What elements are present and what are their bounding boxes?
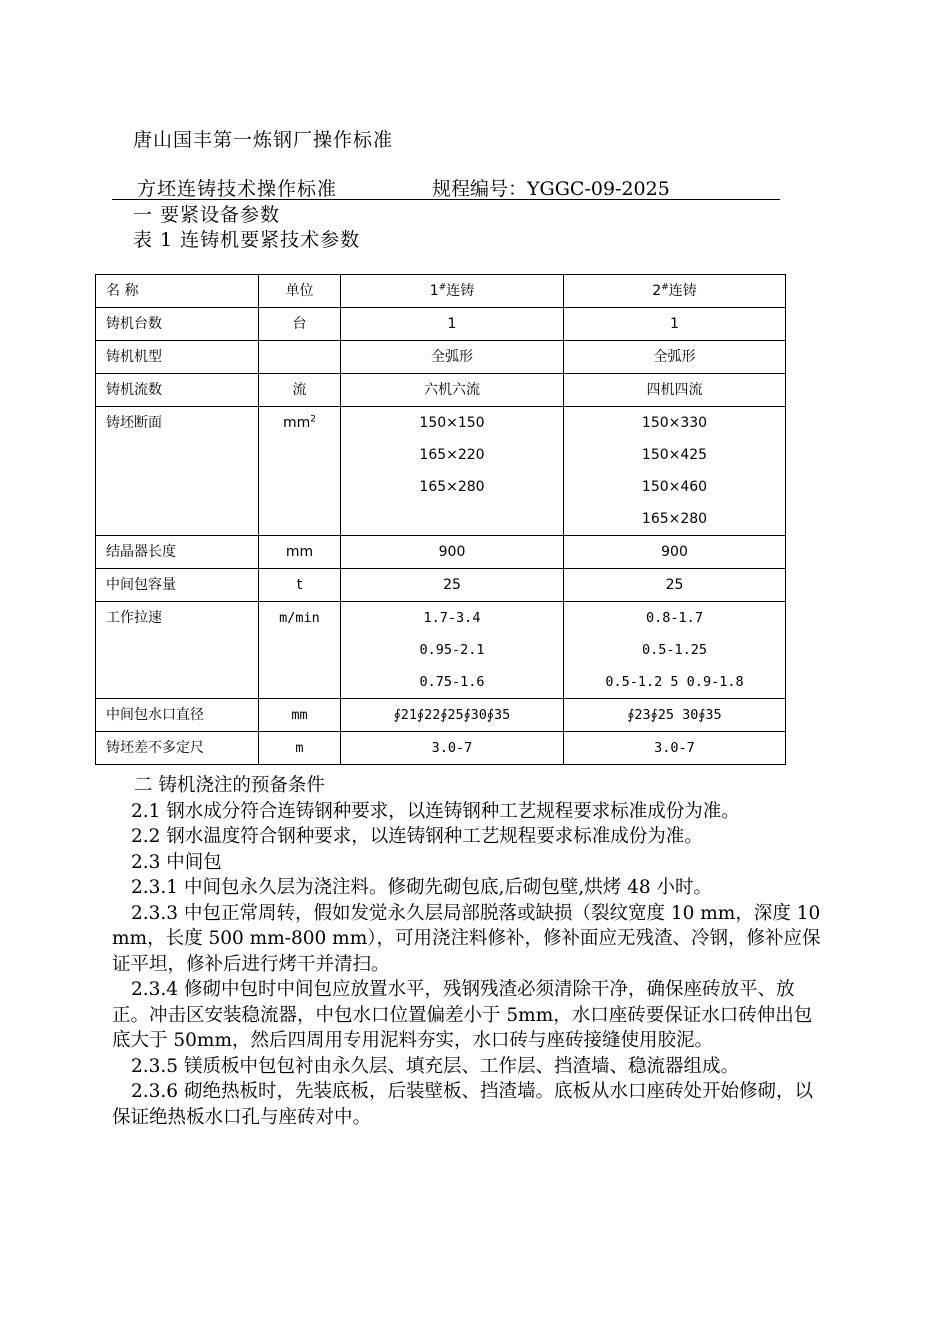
row-value-machine-1: [341, 308, 564, 341]
row-value-machine-2: [564, 308, 786, 341]
row-name: 铸机台数: [96, 308, 259, 341]
cell-value: 0.95-2.1: [419, 642, 485, 658]
row-unit: [259, 602, 341, 699]
unit-text: 流: [292, 382, 307, 398]
row-value-machine-2: [564, 699, 786, 732]
row-name: 铸坯断面: [96, 407, 259, 536]
paragraph: 2.3.4 修砌中包时中间包应放置水平，残钢残渣必须清除干净，确保座砖放平、放正。冲击区安装稳流器，中包水口位置偏差小于 5mm，水口座砖要保证水口砖伸出包底大于 50mm，然后四周用专用泥料夯实，水口砖与座砖接缝使用胶泥。: [112, 979, 813, 1051]
standard-title: 方坯连铸技术操作标准: [137, 178, 338, 200]
header-unit: 单位: [259, 275, 341, 308]
machine-2-number: 2: [652, 283, 662, 299]
cell-value: 900: [438, 544, 466, 560]
row-unit: [259, 536, 341, 569]
section-2-heading: 二 铸机浇注的预备条件: [134, 775, 325, 796]
paragraph: 2.1 钢水成分符合连铸钢种要求，以连铸钢种工艺规程要求标准成份为准。: [131, 800, 740, 822]
cell-value: ∮21∮22∮25∮30∮35: [393, 707, 511, 723]
unit-text: 台: [292, 316, 307, 332]
cell-value: 900: [661, 544, 688, 560]
table-row: [96, 569, 786, 602]
row-value-machine-2: [564, 569, 786, 602]
company-title: 唐山国丰第一炼钢厂操作标准: [133, 129, 394, 151]
cell-value: 0.5-1.2 5 0.9-1.8: [605, 674, 744, 690]
cell-value: 165×280: [419, 479, 485, 495]
unit-text: t: [296, 577, 303, 593]
table-row: [96, 536, 786, 569]
cell-value: 六机六流: [424, 382, 480, 398]
row-value-machine-2: [564, 732, 786, 765]
row-value-machine-2: [564, 602, 786, 699]
paragraph: 2.2 钢水温度符合钢种要求，以连铸钢种工艺规程要求标准成份为准。: [131, 826, 703, 847]
cell-value: ∮23∮25 30∮35: [627, 707, 722, 723]
row-unit: [259, 732, 341, 765]
table-row: [96, 374, 786, 407]
row-unit: [259, 407, 341, 536]
unit-text: mm: [291, 707, 308, 723]
table-row: [96, 341, 786, 374]
row-value-machine-1: [341, 341, 564, 374]
row-value-machine-1: [341, 569, 564, 602]
spec-table: [95, 274, 786, 765]
row-name: 中间包容量: [96, 569, 259, 602]
row-value-machine-2: [564, 407, 786, 536]
section-heading: 一 要紧设备参数: [133, 204, 281, 226]
header-name: 名 称: [96, 275, 259, 308]
row-unit: [259, 308, 341, 341]
regulation-code: 规程编号：YGGC-09-2025: [432, 178, 670, 200]
row-unit: [259, 341, 341, 374]
cell-value: 25: [443, 577, 461, 593]
machine-1-sup: #: [438, 282, 447, 293]
cell-value: 全弧形: [431, 349, 473, 365]
row-name: 工作拉速: [96, 602, 259, 699]
table-header-row: [96, 275, 786, 308]
paragraph: 2.3.5 镁质板中包包衬由永久层、填充层、工作层、挡渣墙、稳流器组成。: [131, 1055, 739, 1077]
cell-value: 0.75-1.6: [419, 674, 485, 690]
cell-value: 0.5-1.25: [641, 642, 708, 658]
machine-2-suffix: 连铸: [668, 283, 697, 299]
paragraph: 2.3.6 砌绝热板时，先装底板，后装壁板、挡渣墙。底板从水口座砖处开始修砌，以保证绝热板水口孔与座砖对中。: [112, 1081, 813, 1128]
row-name: 结晶器长度: [96, 536, 259, 569]
table-row: [96, 602, 786, 699]
table-caption: 表 1 连铸机要紧技术参数: [133, 229, 361, 251]
row-name: 铸坯差不多定尺: [96, 732, 259, 765]
row-unit: [259, 374, 341, 407]
row-value-machine-2: [564, 341, 786, 374]
header-machine-1: [341, 275, 564, 308]
section-2-body: [112, 773, 830, 1130]
row-value-machine-1: [341, 732, 564, 765]
cell-value: 全弧形: [653, 349, 696, 365]
machine-1-suffix: 连铸: [446, 283, 475, 299]
row-name: 中间包水口直径: [96, 699, 259, 732]
row-value-machine-2: [564, 374, 786, 407]
unit-text: m/min: [279, 610, 320, 626]
table-row: [96, 699, 786, 732]
table-row: [96, 308, 786, 341]
cell-value: 150×425: [641, 447, 708, 463]
cell-value: 165×280: [641, 511, 708, 527]
paragraph: 2.3.1 中间包永久层为浇注料。修砌先砌包底,后砌包壁,烘烤 48 小时。: [131, 877, 713, 898]
header-machine-2: [564, 275, 786, 308]
row-value-machine-1: [341, 536, 564, 569]
cell-value: 1: [447, 316, 457, 332]
row-value-machine-2: [564, 536, 786, 569]
row-value-machine-1: [341, 602, 564, 699]
row-value-machine-1: [341, 699, 564, 732]
cell-value: 3.0-7: [654, 740, 695, 756]
row-name: 铸机流数: [96, 374, 259, 407]
row-unit: [259, 699, 341, 732]
table-row: [96, 407, 786, 536]
row-value-machine-1: [341, 407, 564, 536]
cell-value: 1.7-3.4: [423, 610, 481, 626]
unit-text: mm: [282, 415, 311, 431]
unit-text: m: [295, 740, 304, 756]
cell-value: 25: [665, 577, 684, 593]
cell-value: 150×330: [641, 415, 708, 431]
cell-value: 四机四流: [646, 382, 703, 398]
table-row: [96, 732, 786, 765]
paragraph: 2.3 中间包: [131, 851, 222, 873]
cell-value: 150×460: [641, 479, 708, 495]
cell-value: 150×150: [419, 415, 485, 431]
machine-2-sup: #: [661, 282, 669, 293]
cell-value: 3.0-7: [431, 740, 473, 756]
row-value-machine-1: [341, 374, 564, 407]
cell-value: 1: [670, 316, 679, 332]
machine-1-number: 1: [429, 283, 439, 299]
cell-value: 0.8-1.7: [646, 610, 703, 626]
paragraph: 2.3.3 中包正常周转，假如发觉永久层局部脱落或缺损（裂纹宽度 10 mm，深度 10 mm，长度 500 mm-800 mm），可用浇注料修补，修补面应无残渣、冷钢，修补应保证平坦，修补后进行烤干并清扫。: [112, 902, 821, 975]
row-name: 铸机机型: [96, 341, 259, 374]
unit-text: mm: [285, 544, 314, 560]
cell-value: 165×220: [419, 447, 485, 463]
unit-superscript: 2: [310, 414, 316, 425]
row-unit: [259, 569, 341, 602]
